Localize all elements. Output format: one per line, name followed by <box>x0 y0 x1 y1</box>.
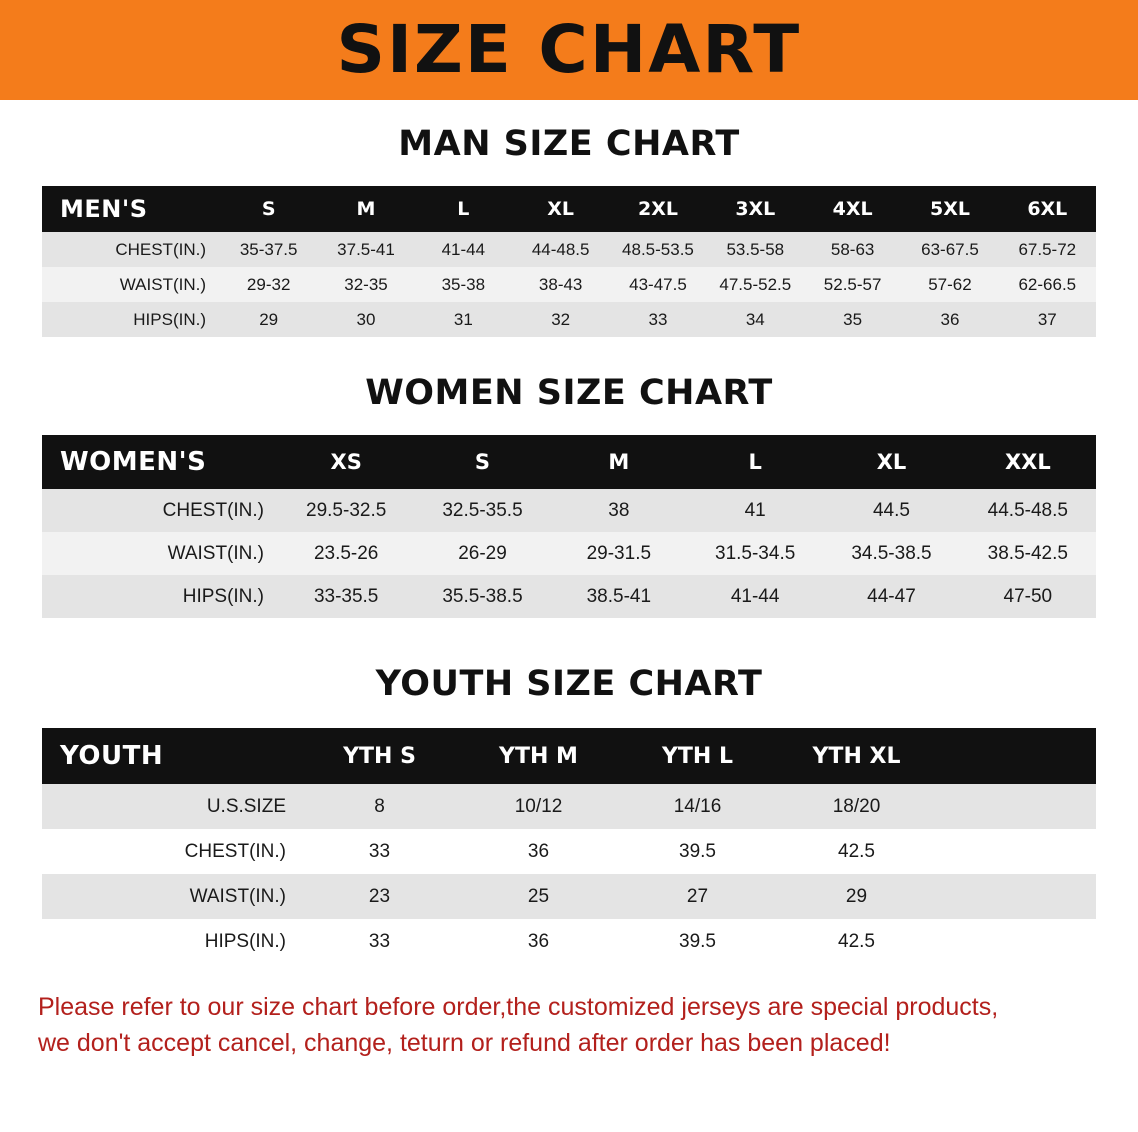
table-cell: 58-63 <box>830 239 875 259</box>
youth-table-head <box>42 728 1096 784</box>
women-size-header: L <box>748 450 762 474</box>
table-cell: 67.5-72 <box>1018 239 1077 259</box>
table-cell: 23.5-26 <box>313 542 379 564</box>
table-cell: 33 <box>368 840 391 862</box>
table-cell: 42.5 <box>838 930 875 952</box>
man-table-wrapper <box>42 186 1096 337</box>
disclaimer-line-1: Please refer to our size chart before order,the customized jerseys are special products, <box>38 993 999 1021</box>
table-cell: 34 <box>745 309 765 329</box>
row-label: U.S.SIZE <box>206 795 286 817</box>
man-section-title: MAN SIZE CHART <box>398 124 740 164</box>
table-cell: 44.5-48.5 <box>987 499 1068 521</box>
row-label: CHEST(IN.) <box>115 239 206 259</box>
table-header-row <box>42 186 1096 232</box>
youth-size-header: YTH M <box>499 743 578 769</box>
table-cell: 35-38 <box>441 274 486 294</box>
table-header-row <box>42 728 1096 784</box>
table-row <box>42 829 1096 874</box>
table-cell: 38-43 <box>538 274 583 294</box>
table-cell: 38.5-42.5 <box>987 542 1068 564</box>
women-section-title: WOMEN SIZE CHART <box>365 373 773 413</box>
table-cell: 36 <box>527 840 550 862</box>
table-cell: 32.5-35.5 <box>442 499 523 521</box>
table-cell: 31.5-34.5 <box>715 542 796 564</box>
youth-size-header: YTH L <box>661 743 734 769</box>
table-row <box>42 489 1096 532</box>
row-label: HIPS(IN.) <box>182 585 264 607</box>
table-cell: 52.5-57 <box>823 274 882 294</box>
man-size-header: 2XL <box>637 198 678 220</box>
man-table-head <box>42 186 1096 232</box>
man-size-header: L <box>457 198 470 220</box>
row-label: CHEST(IN.) <box>162 499 264 521</box>
youth-spacer-cell <box>936 728 1096 784</box>
table-row <box>42 874 1096 919</box>
table-cell: 33 <box>368 930 391 952</box>
table-row <box>42 302 1096 337</box>
table-cell: 30 <box>356 309 376 329</box>
row-label: WAIST(IN.) <box>167 542 264 564</box>
table-cell: 38.5-41 <box>586 585 652 607</box>
man-table-body <box>42 232 1096 337</box>
table-cell: 48.5-53.5 <box>622 239 694 259</box>
table-cell: 38 <box>608 499 630 521</box>
table-row <box>42 784 1096 829</box>
table-cell: 8 <box>374 795 385 817</box>
table-cell: 26-29 <box>458 542 507 564</box>
youth-header-label: YOUTH <box>60 741 164 771</box>
man-size-header: 6XL <box>1027 198 1068 220</box>
table-cell-empty <box>936 874 1096 919</box>
table-cell: 35.5-38.5 <box>442 585 523 607</box>
women-size-table <box>42 435 1096 618</box>
youth-size-header: YTH S <box>343 743 416 769</box>
table-cell: 29-32 <box>246 274 291 294</box>
man-size-table <box>42 186 1096 337</box>
table-cell: 41 <box>744 499 766 521</box>
table-row <box>42 232 1096 267</box>
disclaimer-note <box>38 990 1100 1061</box>
table-cell: 57-62 <box>928 274 972 294</box>
youth-section-title: YOUTH SIZE CHART <box>375 664 763 704</box>
table-cell: 39.5 <box>679 840 716 862</box>
row-label: HIPS(IN.) <box>133 309 206 329</box>
table-cell: 10/12 <box>514 795 563 817</box>
youth-table-wrapper <box>42 728 1096 964</box>
table-row <box>42 575 1096 618</box>
table-cell: 35-37.5 <box>239 239 298 259</box>
table-cell: 29.5-32.5 <box>306 499 387 521</box>
table-cell-empty <box>936 784 1096 829</box>
table-cell: 34.5-38.5 <box>851 542 932 564</box>
table-cell: 14/16 <box>673 795 722 817</box>
table-cell: 29-31.5 <box>586 542 652 564</box>
table-cell: 44-47 <box>867 585 916 607</box>
banner-title: SIZE CHART <box>336 11 802 88</box>
man-size-header: XL <box>547 198 575 220</box>
table-cell: 47.5-52.5 <box>719 274 792 294</box>
man-size-header: 4XL <box>832 198 873 220</box>
table-cell: 44.5 <box>872 499 910 521</box>
table-cell: 32 <box>551 309 571 329</box>
table-cell-empty <box>936 829 1096 874</box>
youth-size-header: YTH XL <box>812 743 901 769</box>
row-label: WAIST(IN.) <box>119 274 206 294</box>
table-row <box>42 532 1096 575</box>
table-cell: 39.5 <box>679 930 716 952</box>
man-size-header: S <box>261 198 276 220</box>
women-size-header: XXL <box>1004 450 1051 474</box>
women-size-header: S <box>474 450 491 474</box>
table-cell: 33-35.5 <box>313 585 379 607</box>
table-cell: 32-35 <box>344 274 388 294</box>
table-cell: 29 <box>259 309 279 329</box>
man-size-header: M <box>356 198 376 220</box>
table-cell: 36 <box>527 930 550 952</box>
table-cell: 35 <box>843 309 863 329</box>
man-header-label: MEN'S <box>60 195 148 223</box>
table-cell: 62-66.5 <box>1018 274 1077 294</box>
youth-size-table <box>42 728 1096 964</box>
table-cell: 37 <box>1037 309 1057 329</box>
table-cell: 25 <box>527 885 550 907</box>
table-cell: 27 <box>686 885 709 907</box>
table-cell: 37.5-41 <box>337 239 395 259</box>
man-size-header: 5XL <box>929 198 970 220</box>
table-cell: 42.5 <box>838 840 875 862</box>
table-row <box>42 919 1096 964</box>
disclaimer-line-2: we don't accept cancel, change, teturn or refund after order has been placed! <box>38 1028 891 1057</box>
table-cell: 47-50 <box>1003 585 1053 607</box>
table-cell: 33 <box>648 309 668 329</box>
women-table-body <box>42 489 1096 618</box>
table-header-row <box>42 435 1096 489</box>
women-size-header: XS <box>330 450 362 474</box>
table-cell: 53.5-58 <box>726 239 785 259</box>
row-label: CHEST(IN.) <box>184 840 286 862</box>
women-table-head <box>42 435 1096 489</box>
table-cell: 31 <box>453 309 473 329</box>
women-table-wrapper <box>42 435 1096 618</box>
table-row <box>42 267 1096 302</box>
table-cell: 63-67.5 <box>921 239 979 259</box>
women-header-label: WOMEN'S <box>60 447 207 477</box>
table-cell: 44-48.5 <box>531 239 590 259</box>
table-cell: 41-44 <box>730 585 780 607</box>
table-cell-empty <box>936 919 1096 964</box>
women-size-header: M <box>608 450 630 474</box>
table-cell: 36 <box>940 309 960 329</box>
table-cell: 41-44 <box>441 239 486 259</box>
youth-table-body <box>42 784 1096 964</box>
row-label: HIPS(IN.) <box>204 930 286 952</box>
man-size-header: 3XL <box>735 198 776 220</box>
table-cell: 43-47.5 <box>629 274 687 294</box>
table-cell: 29 <box>845 885 868 907</box>
women-size-header: XL <box>876 450 907 474</box>
banner <box>0 0 1138 100</box>
table-cell: 18/20 <box>832 795 881 817</box>
table-cell: 23 <box>368 885 391 907</box>
row-label: WAIST(IN.) <box>189 885 286 907</box>
